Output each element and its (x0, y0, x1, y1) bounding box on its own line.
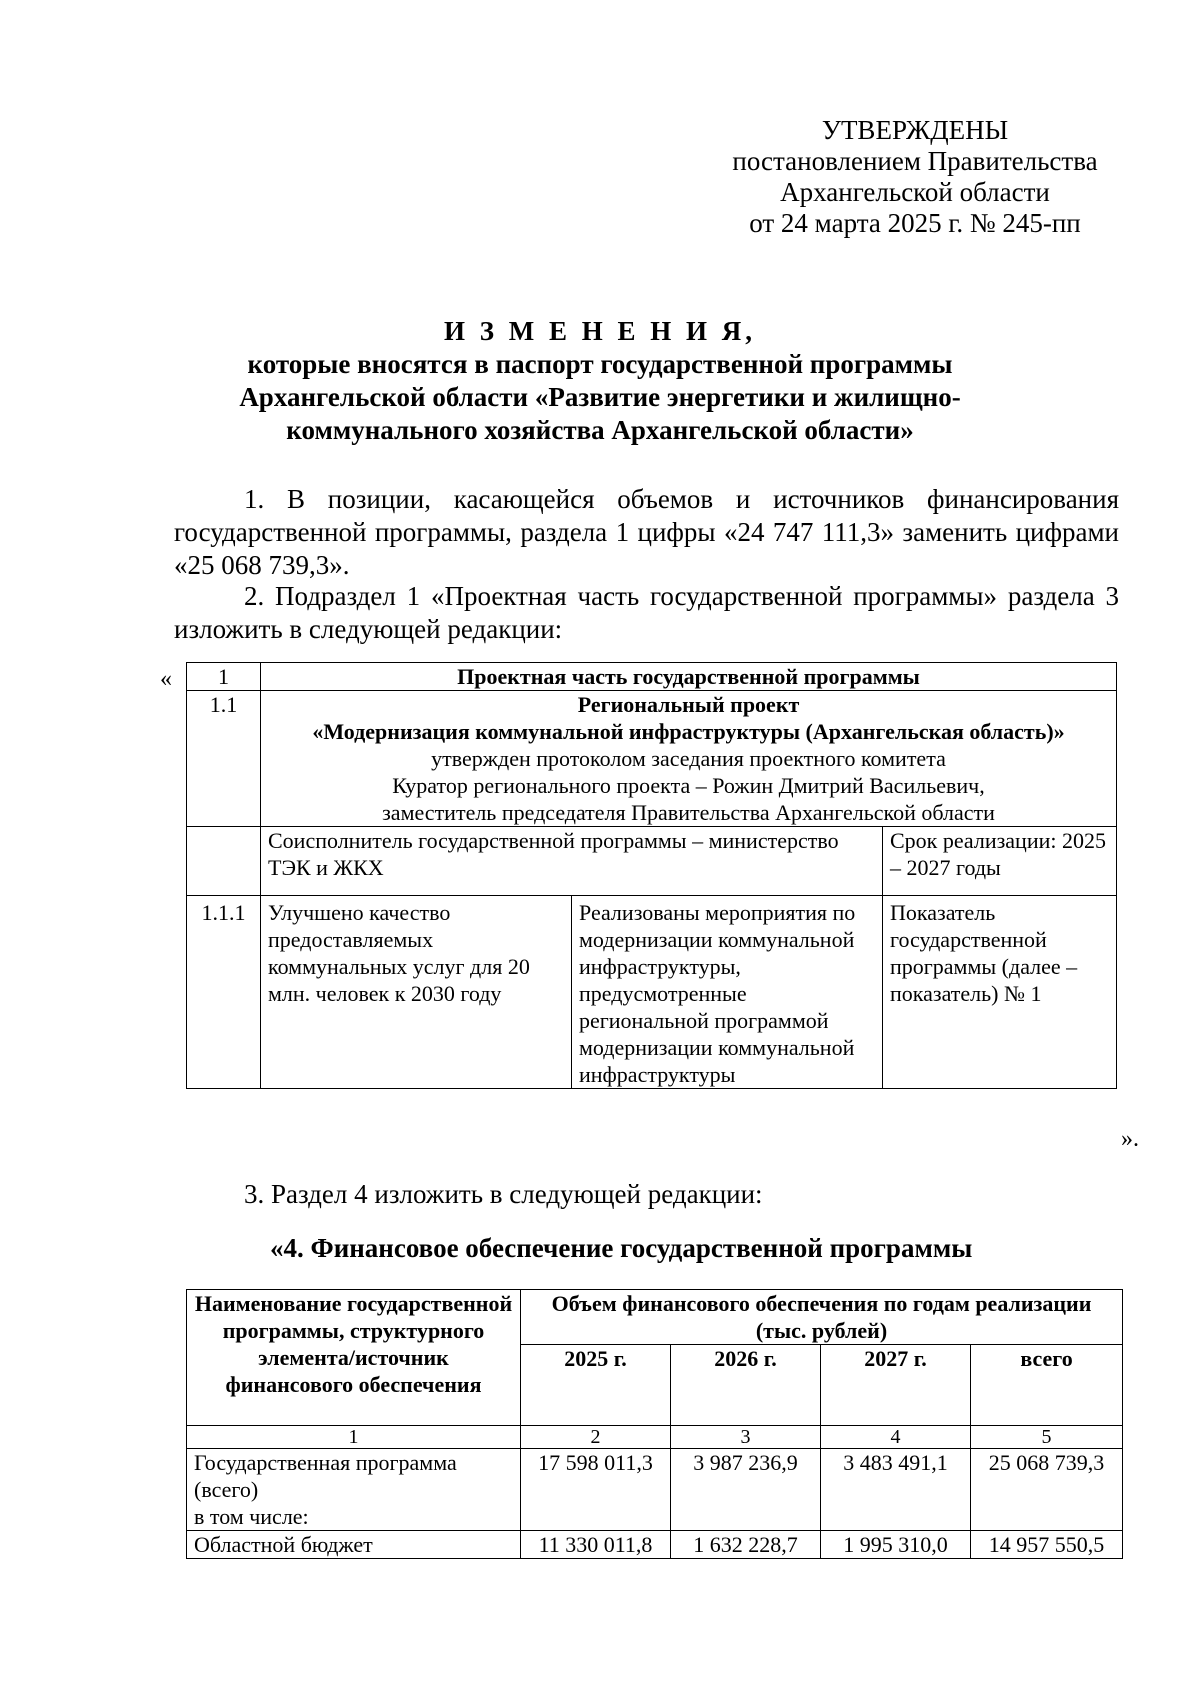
approval-stamp (700, 115, 1130, 239)
column-header-volume: Объем финансового обеспечения по годам реализации (тыс. рублей) (521, 1290, 1123, 1345)
table-row (187, 663, 1117, 691)
column-header-2026: 2026 г. (671, 1345, 821, 1426)
value-total: 25 068 739,3 (971, 1449, 1123, 1531)
paragraph-1-text: 1. В позиции, касающейся объемов и источников финансирования государственной программы, раздела 1 цифры «24 747 111,3» заменить цифрами «25 068 739,3». (174, 484, 1119, 580)
row-number: 1 (187, 663, 261, 691)
column-number: 1 (187, 1426, 521, 1449)
table-row (187, 896, 1117, 1089)
paragraph-3: 3. Раздел 4 изложить в следующей редакции: (244, 1179, 763, 1209)
paragraph-2 (174, 580, 1119, 646)
term-cell: Срок реализации: 2025 – 2027 годы (883, 827, 1117, 896)
result-cell: Улучшено качество предоставляемых коммунальных услуг для 20 млн. человек к 2030 году (261, 896, 572, 1089)
row-name: Областной бюджет (187, 1531, 521, 1559)
approval-title: УТВЕРЖДЕНЫ (821, 115, 1009, 145)
value-2026: 1 632 228,7 (671, 1531, 821, 1559)
row-number: 1.1.1 (187, 896, 261, 1089)
coexecutor-cell: Соисполнитель государственной программы – министерство ТЭК и ЖКХ (261, 827, 883, 896)
project-curator: Куратор регионального проекта – Рожин Дмитрий Васильевич, (392, 773, 985, 798)
approval-line: постановлением Правительства (732, 146, 1098, 176)
title-line: которые вносятся в паспорт государственной программы (247, 349, 953, 379)
table-row (187, 1531, 1123, 1559)
regional-project-cell (261, 691, 1117, 827)
title-line: Архангельской области «Развитие энергетики и жилищно- (239, 382, 961, 412)
paragraph-2-text: 2. Подраздел 1 «Проектная часть государственной программы» раздела 3 изложить в следующей редакции: (174, 581, 1119, 644)
title-heading: И З М Е Н Е Н И Я, (443, 316, 756, 346)
column-number: 5 (971, 1426, 1123, 1449)
row-number: 1.1 (187, 691, 261, 827)
column-header-total: всего (971, 1345, 1123, 1426)
column-number: 4 (821, 1426, 971, 1449)
column-number-row (187, 1426, 1123, 1449)
quote-open: « (160, 666, 172, 692)
project-name: «Модернизация коммунальной инфраструктуры (Архангельская область)» (312, 719, 1065, 744)
project-part-table (186, 662, 1117, 1089)
section-title: Проектная часть государственной программы (261, 663, 1117, 691)
approval-date: от 24 марта 2025 г. № 245-пп (749, 208, 1081, 238)
project-label: Региональный проект (577, 692, 800, 717)
value-2027: 1 995 310,0 (821, 1531, 971, 1559)
table-row (187, 827, 1117, 896)
row-name: Государственная программа (всего) в том числе: (187, 1449, 521, 1531)
section-4-heading: «4. Финансовое обеспечение государственной программы (270, 1233, 973, 1263)
value-2025: 17 598 011,3 (521, 1449, 671, 1531)
quote-close: ». (1121, 1126, 1139, 1152)
project-approval: утвержден протоколом заседания проектного комитета (431, 746, 946, 771)
document-title (150, 315, 1050, 447)
column-header-name: Наименование государственной программы, структурного элемента/источник финансового обеспечения (187, 1290, 521, 1426)
approval-line: Архангельской области (780, 177, 1050, 207)
curator-position: заместитель председателя Правительства Архангельской области (382, 800, 995, 825)
table-header-row (187, 1290, 1123, 1345)
title-line: коммунального хозяйства Архангельской области» (286, 415, 914, 445)
column-header-2027: 2027 г. (821, 1345, 971, 1426)
column-header-2025: 2025 г. (521, 1345, 671, 1426)
financing-table (186, 1289, 1123, 1559)
value-2025: 11 330 011,8 (521, 1531, 671, 1559)
value-2027: 3 483 491,1 (821, 1449, 971, 1531)
indicator-cell: Показатель государственной программы (далее – показатель) № 1 (883, 896, 1117, 1089)
table-row (187, 1449, 1123, 1531)
table-row (187, 691, 1117, 827)
value-2026: 3 987 236,9 (671, 1449, 821, 1531)
column-number: 3 (671, 1426, 821, 1449)
value-total: 14 957 550,5 (971, 1531, 1123, 1559)
measures-cell: Реализованы мероприятия по модернизации коммунальной инфраструктуры, предусмотренные региональной программой модернизации коммунальной инфраструктуры (572, 896, 883, 1089)
column-number: 2 (521, 1426, 671, 1449)
paragraph-1 (174, 483, 1119, 582)
